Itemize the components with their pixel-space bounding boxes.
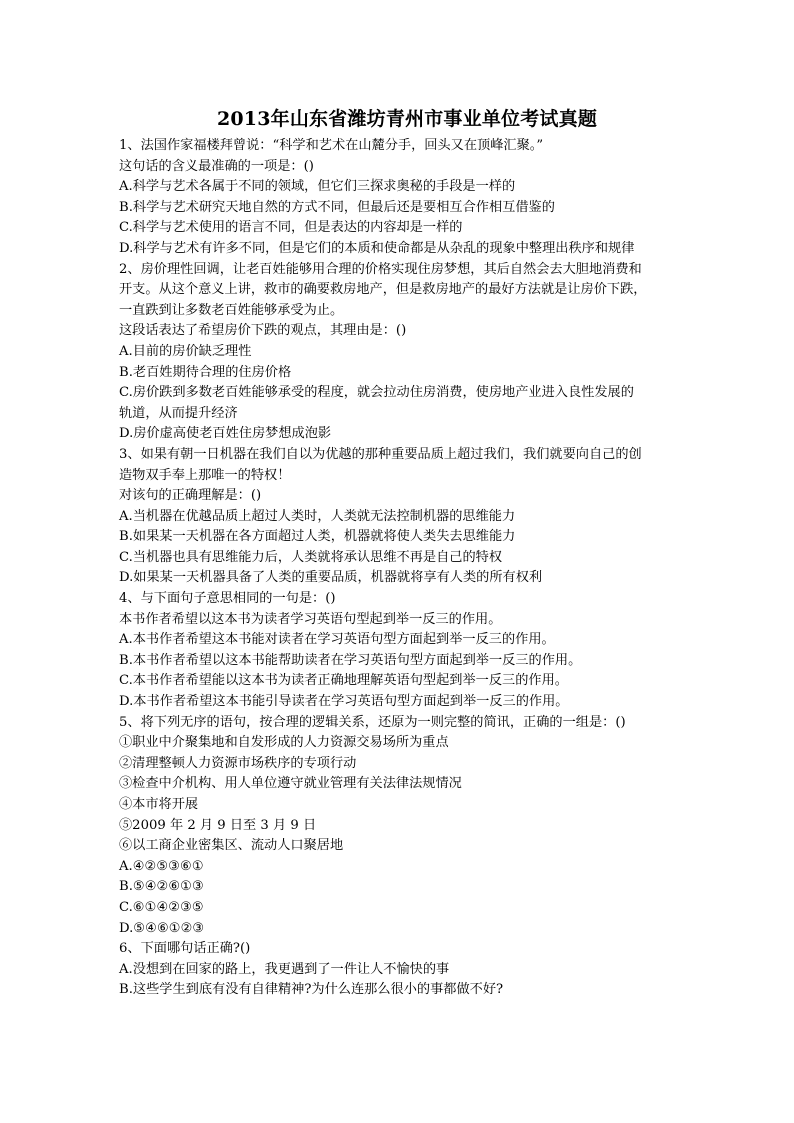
question-4 bbox=[119, 589, 679, 713]
reference-sentence: 本书作者希望以这本书为读者学习英语句型起到举一反三的作用。 bbox=[119, 611, 502, 627]
option-a: A.目前的房价缺乏理性 bbox=[119, 343, 252, 359]
question-stem: 6、下面哪句话正确?() bbox=[119, 941, 251, 957]
question-stem: 4、与下面句子意思相同的一句是：() bbox=[119, 591, 336, 607]
question-stem: 5、将下列无序的语句，按合理的逻辑关系，还原为一则完整的简讯，正确的一组是：() bbox=[119, 714, 626, 730]
statement-5: ⑤2009 年 2 月 9 日至 3 月 9 日 bbox=[119, 817, 317, 833]
option-d: D.如果某一天机器具备了人类的重要品质，机器就将享有人类的所有权利 bbox=[119, 570, 543, 586]
question-stem-line: 3、如果有朝一日机器在我们自以为优越的那种重要品质上超过我们，我们就要向自己的创 bbox=[119, 446, 642, 462]
option-d: D.本书作者希望这本书能引导读者在学习英语句型方面起到举一反三的作用。 bbox=[119, 694, 569, 710]
document-title: 2013年山东省潍坊青州市事业单位考试真题 bbox=[216, 108, 598, 130]
option-b: B.这些学生到底有没有自律精神?为什么连那么很小的事都做不好? bbox=[119, 982, 504, 998]
option-a: A.科学与艺术各属于不同的领域，但它们三探求奥秘的手段是一样的 bbox=[119, 179, 516, 195]
option-d: D.科学与艺术有许多不同，但是它们的本质和使命都是从杂乱的现象中整理出秩序和规律 bbox=[119, 240, 635, 256]
option-a: A.④②⑤③⑥① bbox=[119, 858, 204, 874]
question-stem-line: 开支。从这个意义上讲，救市的确要救房地产，但是救房地产的最好方法就是让房价下跌， bbox=[119, 282, 647, 298]
option-d: D.⑤④⑥①②③ bbox=[119, 920, 205, 936]
document-page bbox=[119, 106, 679, 1001]
option-b: B.如果某一天机器在各方面超过人类，机器就将使人类失去思维能力 bbox=[119, 529, 516, 545]
question-stem-line: 造物双手奉上那唯一的特权！ bbox=[119, 467, 291, 483]
option-a: A.没想到在回家的路上，我更遇到了一件让人不愉快的事 bbox=[119, 961, 450, 977]
question-prompt: 对该句的正确理解是：() bbox=[119, 488, 262, 504]
option-c: C.科学与艺术使用的语言不同，但是表达的内容却是一样的 bbox=[119, 220, 463, 236]
question-6 bbox=[119, 939, 679, 1001]
question-1 bbox=[119, 136, 679, 260]
option-c: C.当机器也具有思维能力后，人类就将承认思维不再是自己的特权 bbox=[119, 549, 503, 565]
option-c: C.本书作者希望能以这本书为读者正确地理解英语句型起到举一反三的作用。 bbox=[119, 673, 568, 689]
question-stem-line: 一直跌到让多数老百姓能够承受为止。 bbox=[119, 302, 344, 318]
question-stem: 1、法国作家福楼拜曾说：“科学和艺术在山麓分手，回头又在顶峰汇聚。” bbox=[119, 138, 544, 153]
option-c-continued: 轨道，从而提升经济 bbox=[119, 405, 238, 421]
option-b: B.老百姓期待合理的住房价格 bbox=[119, 364, 292, 380]
statement-2: ②清理整顿人力资源市场秩序的专项行动 bbox=[119, 755, 357, 771]
question-5 bbox=[119, 713, 679, 940]
statement-6: ⑥以工商企业密集区、流动人口聚居地 bbox=[119, 838, 344, 854]
question-prompt: 这句话的含义最准确的一项是：() bbox=[119, 158, 314, 174]
question-2 bbox=[119, 260, 679, 445]
option-b: B.⑤④②⑥①③ bbox=[119, 879, 204, 895]
question-3 bbox=[119, 445, 679, 589]
statement-1: ①职业中介聚集地和自发形成的人力资源交易场所为重点 bbox=[119, 735, 449, 751]
option-a: A.本书作者希望这本书能对读者在学习英语句型方面起到举一反三的作用。 bbox=[119, 632, 555, 648]
option-b: B.科学与艺术研究天地自然的方式不同，但最后还是要相互合作相互借鉴的 bbox=[119, 199, 555, 215]
question-prompt: 这段话表达了希望房价下跌的观点，其理由是：() bbox=[119, 323, 407, 339]
statement-3: ③检查中介机构、用人单位遵守就业管理有关法律法规情况 bbox=[119, 776, 462, 792]
option-c: C.⑥①④②③⑤ bbox=[119, 899, 204, 915]
option-b: B.本书作者希望以这本书能帮助读者在学习英语句型方面起到举一反三的作用。 bbox=[119, 652, 582, 668]
option-a: A.当机器在优越品质上超过人类时，人类就无法控制机器的思维能力 bbox=[119, 508, 516, 524]
question-stem-line: 2、房价理性回调，让老百姓能够用合理的价格实现住房梦想，其后自然会去大胆地消费和 bbox=[119, 261, 642, 277]
option-c: C.房价跌到多数老百姓能够承受的程度，就会拉动住房消费，使房地产业进入良性发展的 bbox=[119, 385, 634, 401]
statement-4: ④本市将开展 bbox=[119, 797, 199, 812]
option-d: D.房价虚高使老百姓住房梦想成泡影 bbox=[119, 426, 332, 442]
